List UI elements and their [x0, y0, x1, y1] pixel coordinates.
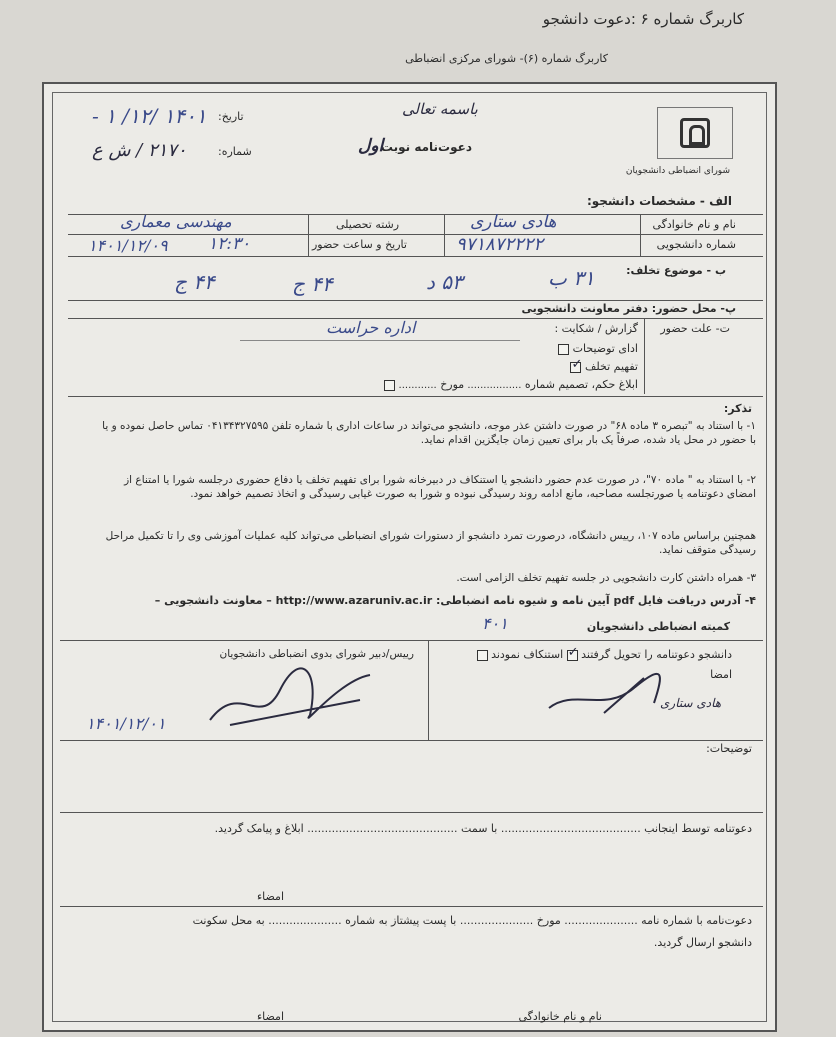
stamp-code: ۴۰۱ — [482, 614, 508, 633]
chair-label: رییس/دبیر شورای بدوی انضباطی دانشجویان — [219, 648, 414, 660]
page-subtitle: کاربرگ شماره (۶)- شورای مرکزی انضباطی — [405, 52, 608, 65]
student-id-value: ۹۷۱۸۷۲۲۲۲ — [456, 234, 544, 255]
note-4-text: ۴- آدرس دریافت فایل pdf آیین نامه و شیوه نامه انضباطی: — [436, 594, 756, 607]
university-logo — [657, 107, 733, 159]
date-label: تاریخ: — [218, 110, 244, 123]
section-a-title: الف - مشخصات دانشجو: — [586, 194, 732, 208]
signature-divider — [428, 640, 429, 740]
section-t-bottom-line — [68, 396, 763, 397]
table-a-col-1 — [640, 214, 641, 256]
violation-item-2: ۵۳ د — [426, 270, 463, 294]
report-underline — [240, 340, 520, 341]
mail-sign-label: امضاء — [256, 1010, 284, 1023]
name-label: نام و نام خانوادگی — [652, 218, 736, 231]
chair-sign-date: ۱۴۰۱/۱۲/۰۱ — [86, 714, 166, 733]
mail-name-label: نام و نام خانوادگی — [518, 1010, 602, 1023]
report-label: گزارش / شکایت : — [554, 322, 638, 335]
table-a-col-2 — [444, 214, 445, 256]
mail-line-1: دعوت‌نامه با شماره نامه ..................... مورخ ..................... با پست پیشتاز به شماره ..................... به محل سکونت — [192, 914, 752, 927]
committee-name: کمیته انضباطی دانشجویان — [586, 620, 730, 633]
attend-time-label: تاریخ و ساعت حضور — [312, 238, 407, 251]
note-3: ۳- همراه داشتن کارت دانشجویی در جلسه تفهیم تخلف الزامی است. — [456, 572, 756, 584]
violation-item-4: ۴۴ ج — [174, 270, 215, 294]
desc-label: توضیحات: — [706, 742, 752, 755]
logo-emblem-icon — [680, 118, 710, 148]
page-title: کاربرگ شماره ۶ :دعوت دانشجو — [542, 10, 744, 28]
form-title: دعوت‌نامه نوبت — [380, 140, 472, 154]
option-verdict[interactable]: ابلاغ حکم، تصمیم شماره ................. مورخ ............ — [384, 378, 638, 391]
option-explain-label: ادای توضیحات — [572, 342, 638, 355]
student-sign-label: امضا — [710, 668, 732, 681]
logo-caption: شورای انضباطی دانشجویان — [625, 166, 730, 176]
section-p-top-line — [68, 300, 763, 301]
table-a-mid-line — [68, 234, 763, 235]
student-received-label: دانشجو دعوتنامه را تحویل گرفتند — [581, 648, 732, 661]
option-verdict-checkbox[interactable] — [384, 380, 395, 391]
option-explain[interactable] — [558, 342, 638, 355]
delivery-top-line — [60, 812, 763, 813]
report-value: اداره حراست — [326, 318, 416, 337]
delivery-sign-label: امضاء — [256, 890, 284, 903]
note-2: ۲- با استناد به " ماده ۷۰"، در صورت عدم حضور دانشجو یا استنکاف در دبیرخانه شورا برای تفهیم تخلف یا دفاع حضوری درجلسه شورا یا امتناع از امضای دعوتنامه یا صورتجلسه مصاحبه، مانع ادامه روند رسیدگی نبوده و شورا به صورت غیابی رسیدگی و اتخاذ تصمیم خواهد نمود. — [124, 474, 756, 500]
form-round: اول — [358, 136, 384, 156]
attend-time-value: ۱۲:۳۰ — [208, 234, 251, 254]
option-charge-label: تفهیم تخلف — [584, 360, 638, 373]
option-explain-checkbox[interactable] — [558, 344, 569, 355]
chair-signature-icon — [200, 660, 380, 740]
student-sign-name: هادی ستاری — [660, 696, 722, 710]
violation-item-3: ۴۴ ج — [292, 272, 333, 296]
download-url-link[interactable]: http://www.azaruniv.ac.ir — [275, 594, 433, 607]
student-refused-label: استنکاف نمودند — [491, 648, 564, 661]
note-4 — [96, 594, 756, 608]
section-t-title: ت- علت حضور — [660, 322, 730, 335]
bismillah: باسمه تعالی — [402, 100, 478, 118]
desc-top-line — [60, 740, 763, 741]
student-refused-checkbox[interactable] — [477, 650, 488, 661]
option-charge-checkbox-checked[interactable]: ✓ — [571, 356, 583, 372]
signature-top-line — [60, 640, 763, 641]
note-2b: همچنین براساس ماده ۱۰۷، رییس دانشگاه، درصورت تمرد دانشجو از دستورات شورای انضباطی می‌تواند کلیه عملیات آموزشی وی را تا تکمیل مراحل رسیدگی متوقف نماید. — [105, 530, 756, 556]
section-p-title: پ- محل حضور: دفتر معاونت دانشجویی — [521, 302, 736, 315]
student-id-label: شماره دانشجویی — [656, 238, 736, 251]
option-verdict-date-label: مورخ — [440, 378, 465, 391]
number-value: ۲۱۷۰ / ش ع — [92, 140, 187, 161]
field-label: رشته تحصیلی — [336, 218, 400, 231]
student-received-checkbox-checked[interactable]: ✓ — [567, 644, 579, 660]
section-t-divider — [644, 318, 645, 394]
mail-line-2: دانشجو ارسال گردید. — [653, 936, 752, 949]
table-a-col-3 — [308, 214, 309, 256]
violation-item-1: ۳۱ ب — [548, 266, 595, 290]
option-charge[interactable] — [570, 356, 638, 373]
field-value: مهندسی معماری — [120, 212, 232, 231]
date-value: ۱۴۰۱ /۱۲/ ۱ - — [92, 104, 207, 128]
mail-top-line — [60, 906, 763, 907]
attend-date-value: ۱۴۰۱/۱۲/۰۹ — [88, 236, 168, 255]
student-received[interactable] — [477, 644, 732, 661]
note-1: ۱- با استناد به "تبصره ۳ ماده ۶۸" در صورت داشتن عذر موجه، دانشجو می‌تواند در ساعات اداری با شماره تلفن ۰۴۱۳۴۳۲۷۵۹۵ تماس حاصل نموده و یا با حضور در محل یاد شده، صرفاً یک بار برای تعیین زمان جایگزین اقدام نماید. — [102, 420, 756, 446]
notes-title: تذکر: — [723, 402, 752, 415]
note-4-office: – معاونت دانشجویی – — [154, 594, 272, 607]
option-verdict-label: ابلاغ حکم، تصمیم شماره — [524, 378, 638, 391]
delivery-line: دعوتنامه توسط اینجانب ........................................ با سمت ........................................... ابلاغ و پیامک گردید. — [214, 822, 752, 835]
name-value: هادی ستاری — [470, 212, 557, 232]
student-signature-icon — [544, 668, 674, 718]
table-a-bottom-line — [68, 256, 763, 257]
section-b-title: ب - موضوع تخلف: — [626, 264, 726, 277]
number-label: شماره: — [218, 145, 252, 158]
